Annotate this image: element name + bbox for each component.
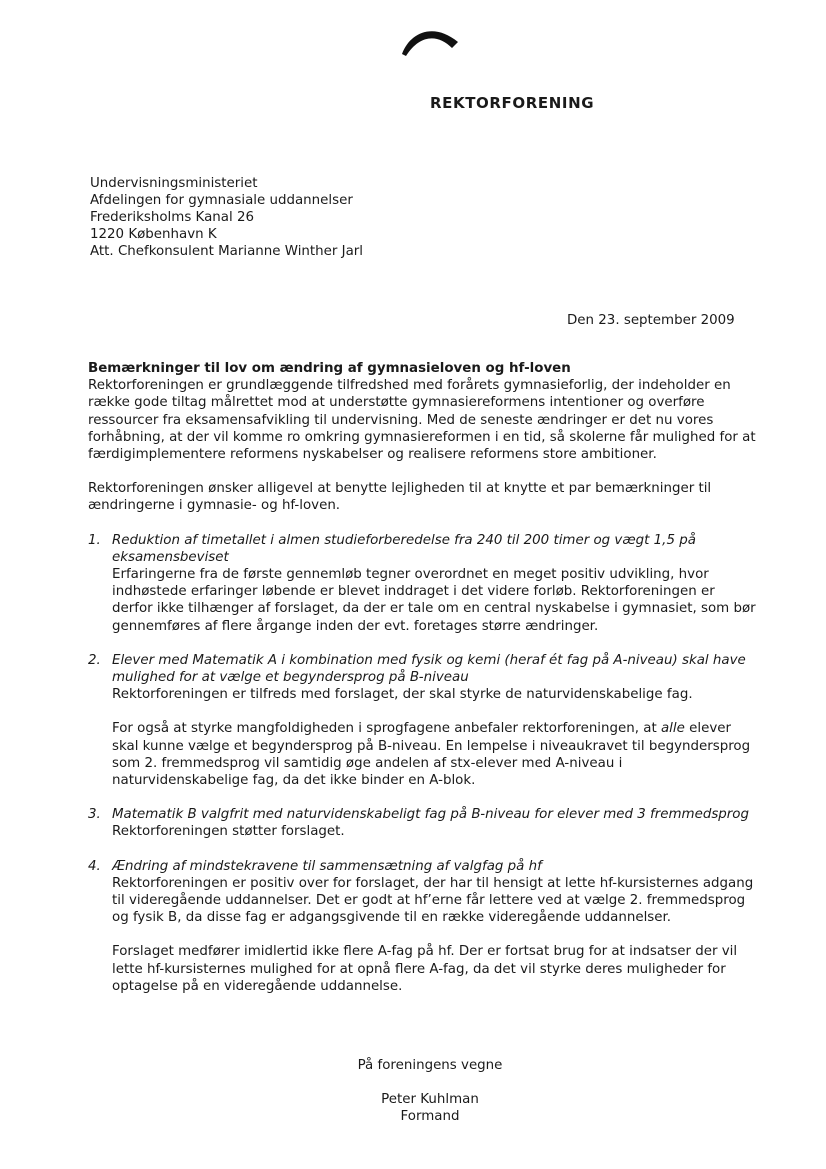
item-title: Ændring af mindstekravene til sammensætning af valgfag på hf: [112, 858, 542, 874]
item-title: Elever med Matematik A i kombination med fysik og kemi (heraf ét fag på A-niveau) skal have mulighed for at vælge et begyndersprog på B-niveau: [112, 652, 746, 686]
item-title: Matematik B valgfrit med naturvidenskabeligt fag på B-niveau for elever med 3 fremmedsprog: [112, 807, 749, 823]
intro-paragraph-2: Rektorforeningen ønsker alligevel at benytte lejligheden til at knytte et par bemærkninger til ændringerne i gymnasie- og hf-loven.: [88, 481, 712, 514]
item-text-2: [112, 720, 758, 789]
address-line: Afdelingen for gymnasiale uddannelser: [90, 193, 353, 208]
list-item: [88, 806, 758, 840]
item-number: 4.: [88, 858, 101, 874]
letter-heading: Bemærkninger til lov om ændring af gymnasieloven og hf-loven: [88, 361, 571, 376]
organization-name: REKTORFORENING: [430, 94, 595, 112]
swoosh-logo-icon: [400, 24, 460, 58]
list-item: [88, 532, 758, 635]
address-line: Frederiksholms Kanal 26: [90, 210, 255, 225]
item-text: Rektorforeningen er positiv over for forslaget, der har til hensigt at lette hf-kursisternes adgang til videregående uddannelser. Det er godt at hf’erne får lettere ved at vælge 2. fremmedsprog og fysik B, da disse fag er adgangsgivende til en række videregående uddannelser.: [112, 875, 754, 926]
list-item: [88, 652, 758, 789]
item-title: Reduktion af timetallet i almen studieforberedelse fra 240 til 200 timer og vægt 1,5 på eksamensbeviset: [112, 532, 696, 565]
letter-date: Den 23. september 2009: [567, 313, 735, 328]
item-text-2-end: elever skal kunne vælge et begyndersprog på B-niveau. En lempelse i niveaukravet til begyndersprog som 2. fremmedsprog vil samtidig øge andelen af stx-elever med A-niveau i naturvidenskabelige fag, da det ikke binder en A-blok.: [112, 721, 751, 789]
item-text: Rektorforeningen er tilfreds med forslaget, der skal styrke de naturvidenskabelige fag.: [112, 687, 693, 703]
item-text: Rektorforeningen støtter forslaget.: [112, 824, 345, 840]
address-line: 1220 København K: [90, 227, 217, 242]
recipient-address: [90, 175, 363, 260]
item-text-2-emphasis: alle: [660, 721, 685, 737]
signature-name: Peter Kuhlman: [381, 1092, 479, 1107]
item-text-2-start: For også at styrke mangfoldigheden i sprogfagene anbefaler rektorforeningen, at: [112, 721, 661, 737]
item-text-2: Forslaget medfører imidlertid ikke flere A-fag på hf. Der er fortsat brug for at indsatser der vil lette hf-kursisternes mulighed for at opnå flere A-fag, da det vil styrke deres muligheder for optagelse på en videregående uddannelse.: [112, 944, 738, 994]
signature-closing: På foreningens vegne: [357, 1058, 503, 1073]
item-number: 1.: [88, 532, 101, 548]
address-line: Undervisningsministeriet: [90, 176, 258, 191]
signature-role: Formand: [400, 1109, 460, 1124]
address-line: Att. Chefkonsulent Marianne Winther Jarl: [90, 244, 364, 259]
item-number: 3.: [88, 807, 101, 823]
item-number: 2.: [88, 652, 101, 668]
item-text: Erfaringerne fra de første gennemløb tegner overordnet en meget positiv udvikling, hvor indhøstede erfaringer løbende er blevet inddraget i det videre forløb. Rektorforeningen er derfor ikke tilhænger af forslaget, da der er tale om en central nyskabelse i gymnasiet, som bør gennemføres af flere årgange inden der evt. foretages større ændringer.: [112, 567, 756, 634]
intro-paragraph: Rektorforeningen er grundlæggende tilfredshed med forårets gymnasieforlig, der indeholder en række gode tiltag målrettet mod at understøtte gymnasiereformens intentioner og overføre ressourcer fra eksamensafvikling til undervisning. Med de seneste ændringer er det nu vores forhåbning, at der vil komme ro omkring gymnasiereformen i en tid, så skolerne får mulighed for at færdigimplementere reformens nyskabelser og realisere reformens store ambitioner.: [88, 378, 756, 463]
letter-body: [88, 360, 758, 995]
list-item: [88, 858, 758, 995]
